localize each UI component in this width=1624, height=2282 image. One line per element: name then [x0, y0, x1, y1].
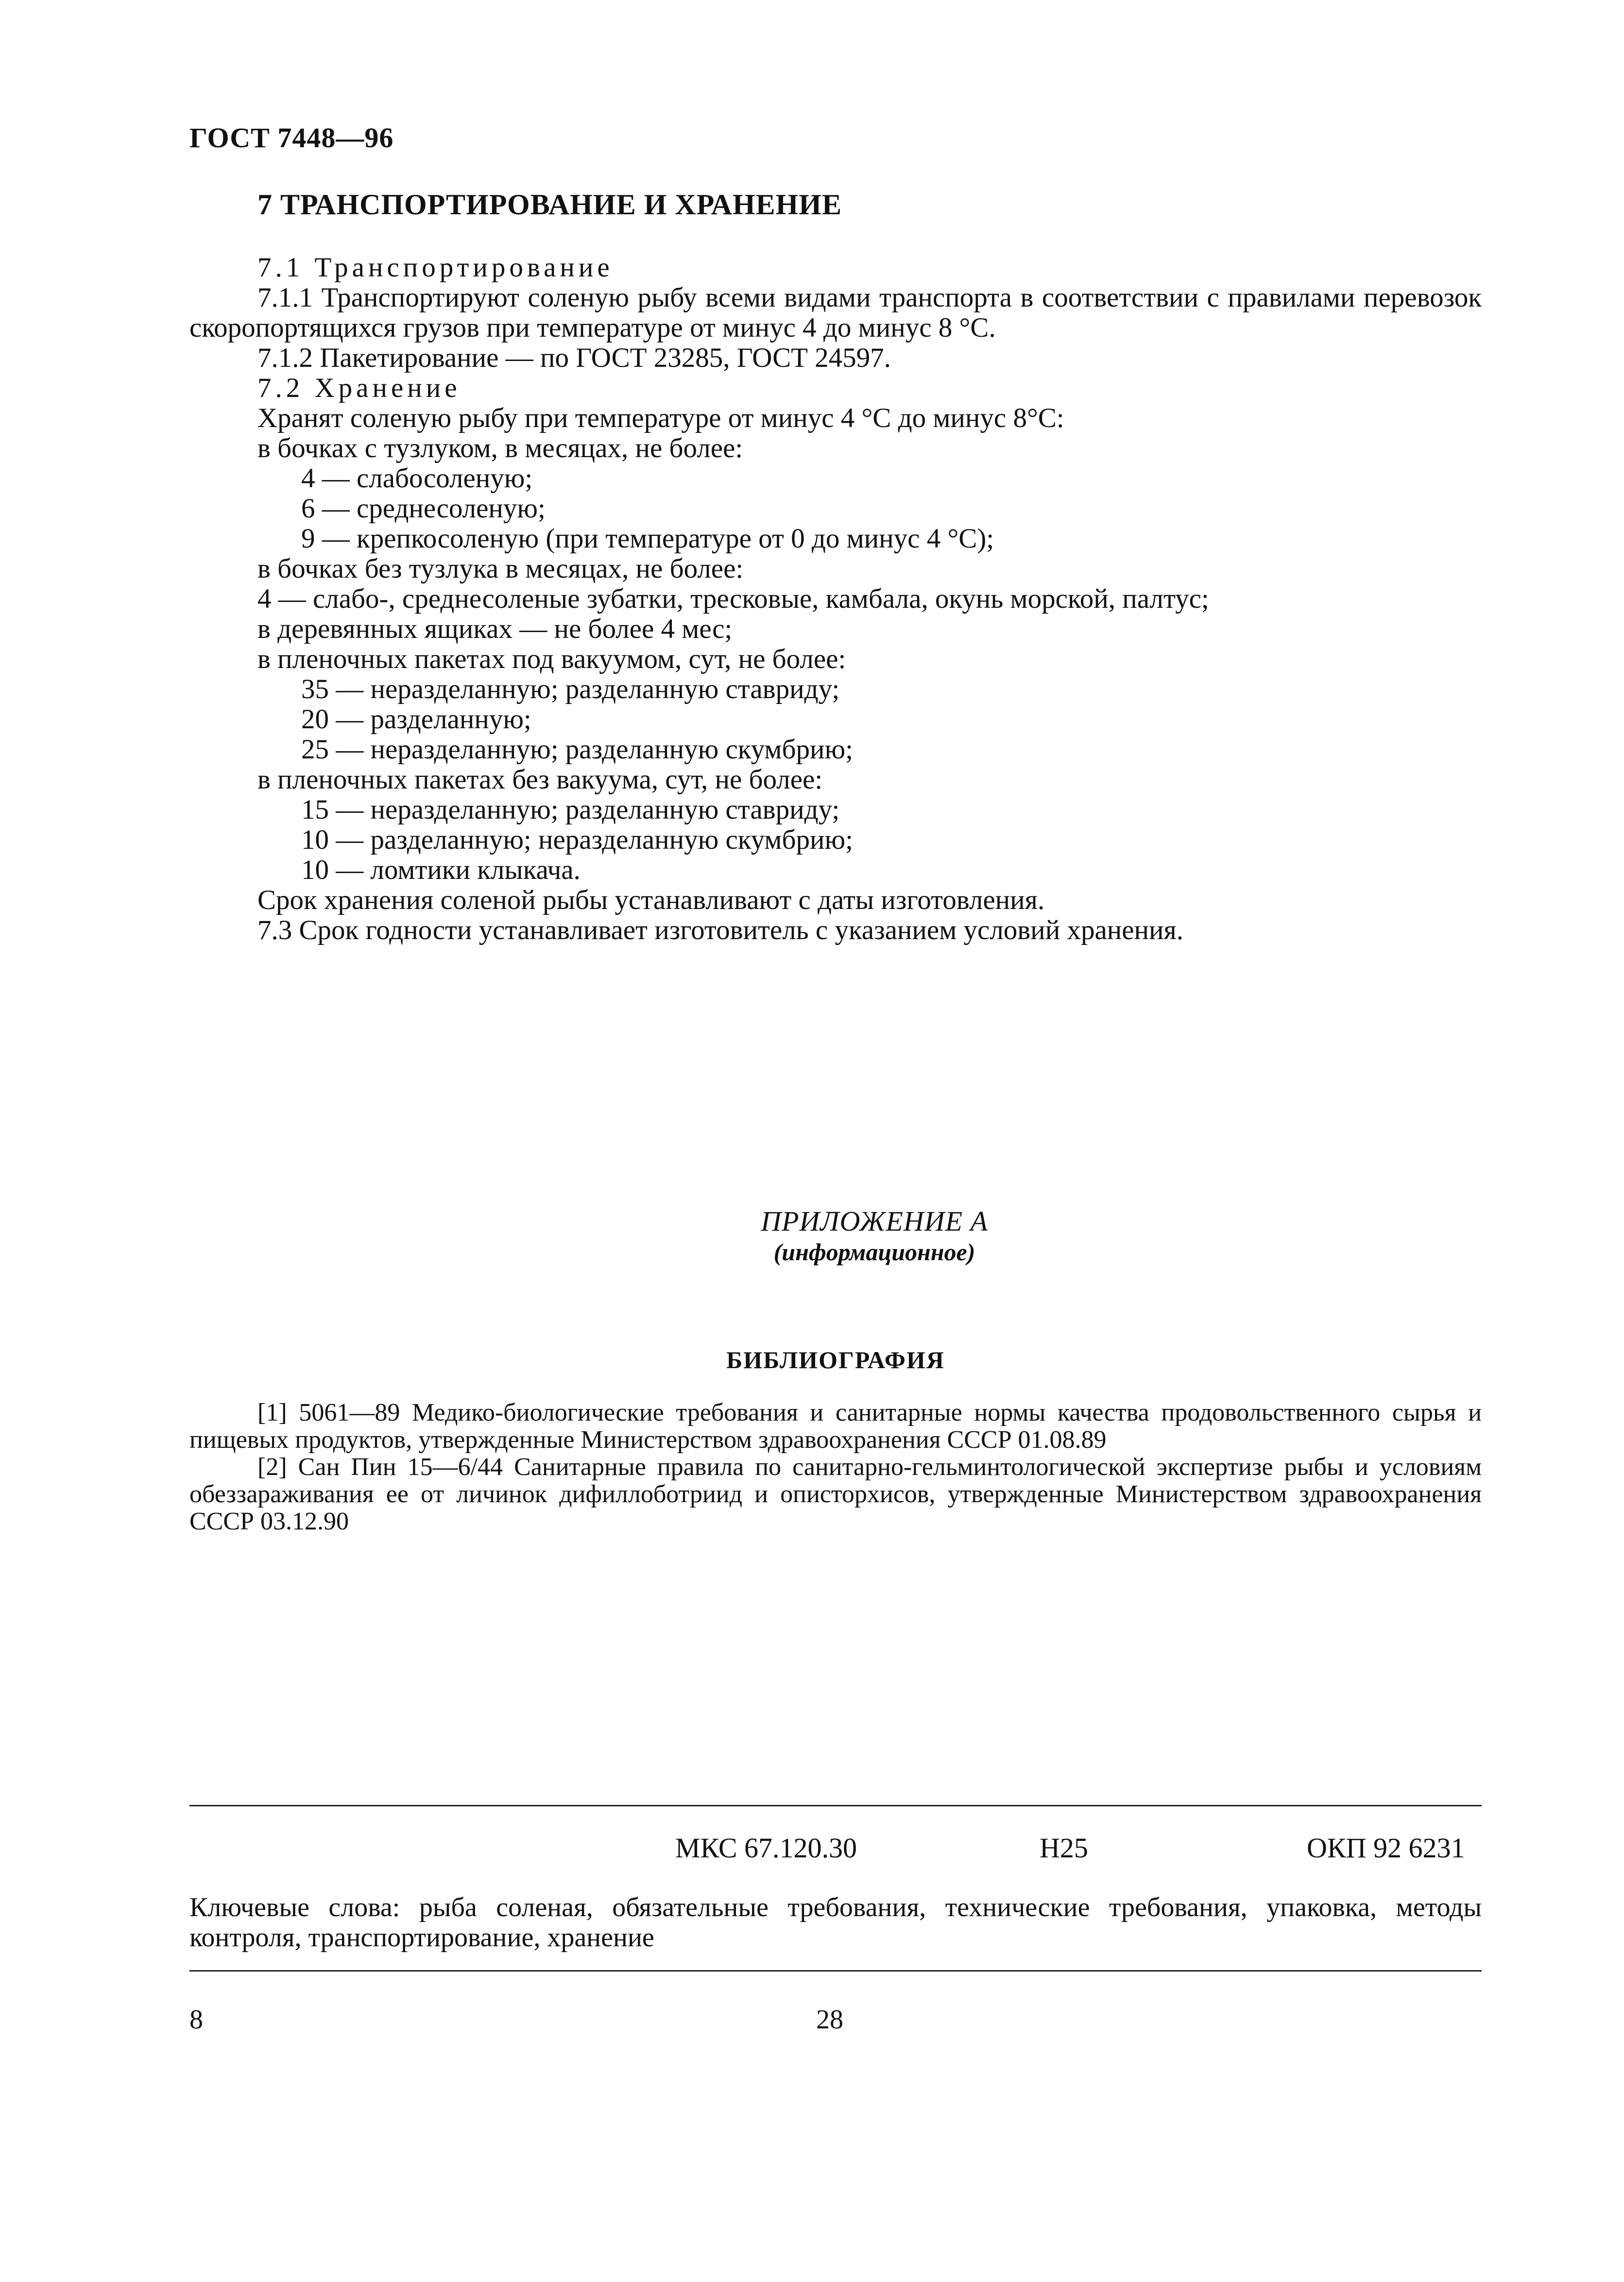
- storage-line: 9 — крепкосоленую (при температуре от 0 до минус 4 °С);: [301, 523, 994, 554]
- storage-line: 4 — слабосоленую;: [301, 463, 533, 494]
- bibliography-item: [2] Сан Пин 15—6/44 Санитарные правила по санитарно-гельминтологической экспертизе рыбы и условиям обеззараживания ее от личинок дифиллоботриид и описторхисов, утвержденные Министерством здравоохранения СССР 03.12.90: [189, 1453, 1482, 1535]
- bibliography-item: [1] 5061—89 Медико-биологические требования и санитарные нормы качества продовольственного сырья и пищевых продуктов, утвержденные Министерством здравоохранения СССР 01.08.89: [189, 1399, 1482, 1454]
- storage-line: 25 — неразделанную; разделанную скумбрию;: [301, 734, 853, 765]
- bibliography-title: БИБЛИОГРАФИЯ: [726, 1346, 945, 1373]
- appendix-title: ПРИЛОЖЕНИЕ А: [761, 1205, 988, 1237]
- storage-line: 15 — неразделанную; разделанную ставриду;: [301, 794, 840, 825]
- page-number-left: 8: [189, 2005, 203, 2035]
- storage-line: в пленочных пакетах без вакуума, сут, не более:: [257, 764, 823, 795]
- subsection-title-7-2: 7.2 Хранение: [257, 373, 461, 403]
- paragraph-7-1-2: 7.1.2 Пакетирование — по ГОСТ 23285, ГОСТ 24597.: [257, 343, 891, 373]
- bibliography-list: [189, 1399, 1482, 1535]
- storage-line: 20 — разделанную;: [301, 704, 531, 735]
- h-code: Н25: [1040, 1832, 1088, 1864]
- okp-code: ОКП 92 6231: [1307, 1832, 1465, 1864]
- document-header: ГОСТ 7448—96: [189, 122, 394, 154]
- storage-line: в пленочных пакетах под вакуумом, сут, не более:: [257, 644, 846, 674]
- storage-line: 4 — слабо-, среднесоленые зубатки, тресковые, камбала, окунь морской, палтус;: [257, 583, 1209, 614]
- paragraph-7-3: 7.3 Срок годности устанавливает изготовитель с указанием условий хранения.: [257, 915, 1184, 945]
- subsection-title-7-1: 7.1 Транспортирование: [257, 252, 614, 283]
- storage-line: 6 — среднесоленую;: [301, 493, 546, 524]
- storage-line: Срок хранения соленой рыбы устанавливают с даты изготовления.: [257, 885, 1045, 915]
- storage-line: в бочках без тузлука в месяцах, не более:: [257, 553, 744, 584]
- mks-code: МКС 67.120.30: [675, 1832, 857, 1864]
- page-number-center: 28: [816, 2005, 843, 2035]
- section-title: 7 ТРАНСПОРТИРОВАНИЕ И ХРАНЕНИЕ: [257, 189, 842, 221]
- storage-line: 10 — разделанную; неразделанную скумбрию;: [301, 824, 853, 855]
- section-content: [189, 189, 1482, 945]
- storage-line: в бочках с тузлуком, в месяцах, не более:: [257, 433, 743, 463]
- paragraph-7-1-1: 7.1.1 Транспортируют соленую рыбу всеми видами транспорта в соответствии с правилами перевозок скоропортящихся грузов при температуре от минус 4 до минус 8 °С.: [189, 282, 1482, 343]
- storage-line: Хранят соленую рыбу при температуре от минус 4 °С до минус 8°С:: [257, 403, 1064, 433]
- divider-bottom: [189, 1970, 1482, 1972]
- keywords: Ключевые слова: рыба соленая, обязательные требования, технические требования, упаковка, методы контроля, транспортирование, хранение: [189, 1892, 1482, 1953]
- divider-top: [189, 1805, 1482, 1806]
- storage-line: в деревянных ящиках — не более 4 мес;: [257, 614, 733, 644]
- storage-line: 10 — ломтики клыкача.: [301, 855, 581, 885]
- storage-line: 35 — неразделанную; разделанную ставриду;: [301, 674, 840, 704]
- appendix-subtitle: (информационное): [773, 1238, 975, 1266]
